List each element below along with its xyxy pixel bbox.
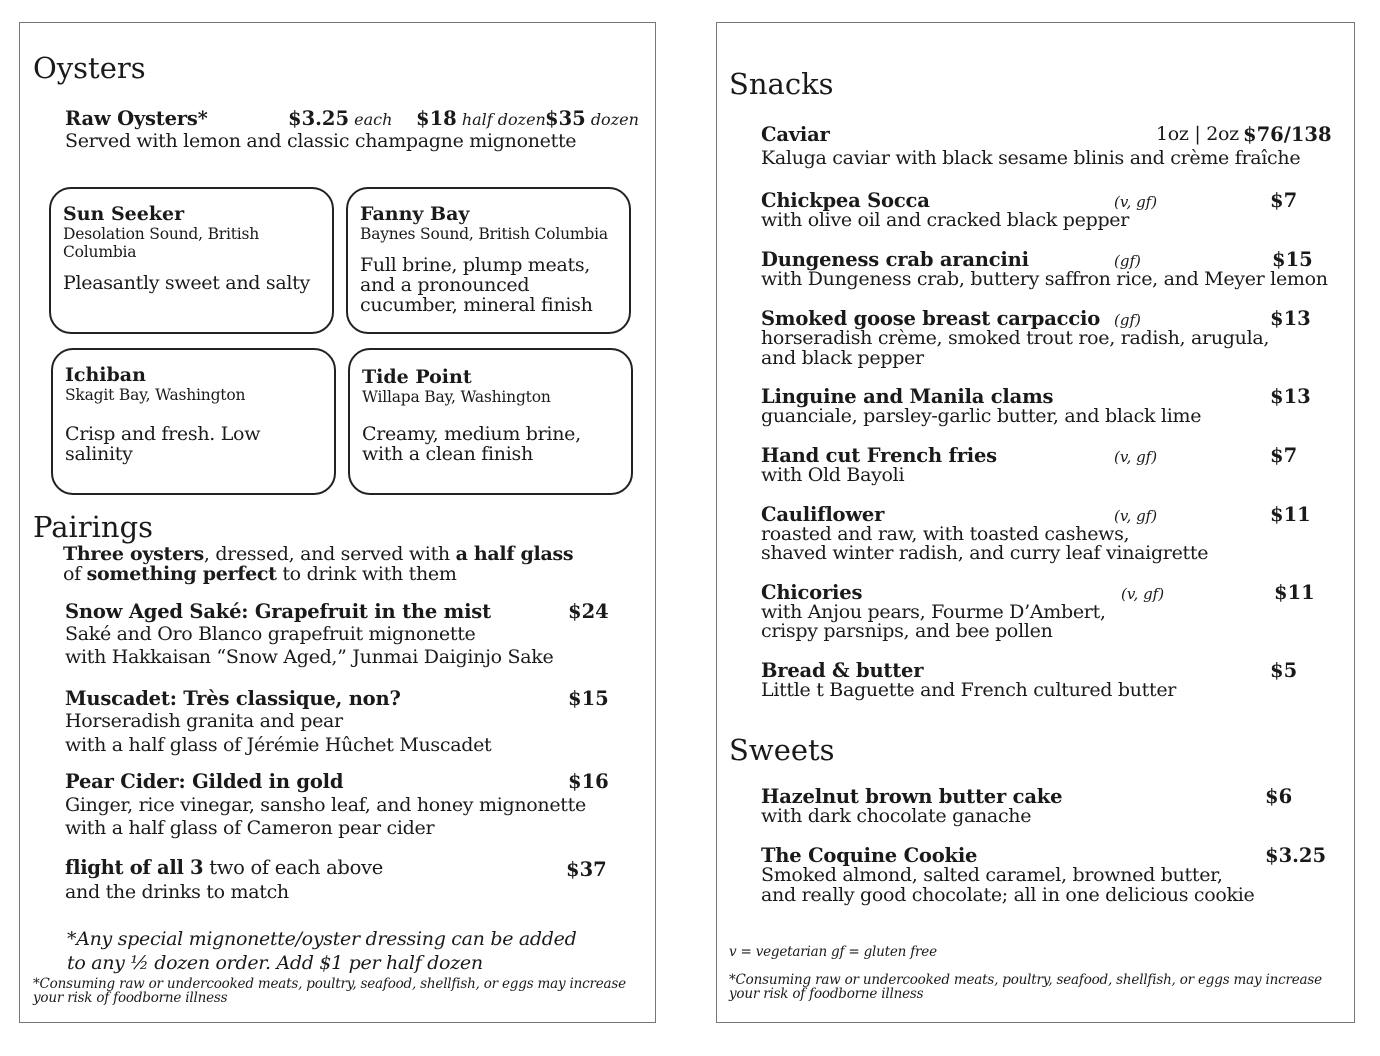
oyster-card-fanny-bay <box>346 187 631 334</box>
oyster-name: Sun Seeker <box>63 203 185 225</box>
snack-description: guanciale, parsley-garlic butter, and black lime <box>761 405 1202 427</box>
disclaimer-line2: your risk of foodborne illness <box>33 990 228 1006</box>
raw-oysters-name: Raw Oysters* <box>65 107 208 130</box>
snack-description: and black pepper <box>761 347 924 369</box>
flight-rest: two of each above <box>203 856 383 879</box>
pairing-drink: with a half glass of Jérémie Hûchet Muscadet <box>65 734 492 756</box>
snack-name: Chickpea Socca <box>761 189 930 212</box>
each-price: $3.25 <box>288 107 350 130</box>
sweet-price: $6 <box>1265 785 1293 808</box>
caviar-description: Kaluga caviar with black sesame blinis and crème fraîche <box>761 147 1301 169</box>
oyster-tasting-note: Full brine, plump meats, and a pronounced cucumber, mineral finish <box>360 254 593 316</box>
diet-tag: (v, gf) <box>1114 507 1158 525</box>
diet-tag: (v, gf) <box>1114 448 1158 466</box>
snack-name: Dungeness crab arancini <box>761 248 1029 271</box>
snack-description: with Anjou pears, Fourme D’Ambert, <box>761 601 1106 623</box>
oyster-card-sun-seeker <box>49 187 334 334</box>
each-label: each <box>354 110 393 129</box>
snack-price: $13 <box>1270 385 1311 408</box>
oyster-tasting-note: Crisp and fresh. Low salinity <box>65 423 261 465</box>
snack-name: Hand cut French fries <box>761 444 997 467</box>
pairing-description: Ginger, rice vinegar, sansho leaf, and honey mignonette <box>65 794 586 816</box>
snack-price: $15 <box>1272 248 1313 271</box>
oyster-location: Willapa Bay, Washington <box>362 388 551 406</box>
snack-description: roasted and raw, with toasted cashews, <box>761 523 1130 545</box>
pairing-name: Pear Cider: Gilded in gold <box>65 770 344 793</box>
raw-oysters-each-price <box>288 107 392 130</box>
oyster-name: Ichiban <box>65 364 146 386</box>
diet-tag: (gf) <box>1114 311 1141 329</box>
special-note-line2: to any ½ dozen order. Add $1 per half dozen <box>67 952 483 974</box>
snack-price: $13 <box>1270 307 1311 330</box>
half-dozen-label: half dozen <box>461 110 546 129</box>
snack-price: $11 <box>1274 581 1315 604</box>
caviar-name: Caviar <box>761 123 830 146</box>
sweet-price: $3.25 <box>1265 844 1327 867</box>
disclaimer-line2: your risk of foodborne illness <box>729 986 924 1002</box>
oyster-tasting-note: Creamy, medium brine, with a clean finish <box>362 423 581 465</box>
snack-description: horseradish crème, smoked trout roe, radish, arugula, <box>761 327 1270 349</box>
pairing-price: $15 <box>568 687 609 710</box>
sweet-description: Smoked almond, salted caramel, browned butter, <box>761 864 1223 886</box>
diet-tag: (gf) <box>1114 252 1141 270</box>
pairing-description: Saké and Oro Blanco grapefruit mignonette <box>65 623 476 645</box>
pairing-description: Horseradish granita and pear <box>65 710 343 732</box>
disclaimer-line1: *Consuming raw or undercooked meats, poultry, seafood, shellfish, or eggs may increase <box>33 976 626 992</box>
oyster-name: Tide Point <box>362 366 472 388</box>
raw-oysters-dozen-price <box>545 107 639 130</box>
sweets-heading: Sweets <box>729 733 835 767</box>
flight-name <box>65 858 383 878</box>
pairing-drink: with Hakkaisan “Snow Aged,” Junmai Daiginjo Sake <box>65 646 554 668</box>
oyster-card-ichiban <box>51 348 336 495</box>
right-menu-page <box>716 22 1355 1023</box>
snack-name: Bread & butter <box>761 659 924 682</box>
diet-tag: (v, gf) <box>1121 585 1165 603</box>
snack-description: Little t Baguette and French cultured butter <box>761 679 1177 701</box>
snack-description: crispy parsnips, and bee pollen <box>761 620 1053 642</box>
snack-price: $5 <box>1270 659 1298 682</box>
caviar-price: $76/138 <box>1243 123 1332 146</box>
snack-description: shaved winter radish, and curry leaf vinaigrette <box>761 542 1209 564</box>
oysters-heading: Oysters <box>33 51 146 85</box>
raw-oysters-half-price <box>416 107 546 130</box>
left-menu-page <box>19 22 656 1023</box>
intro-text: to drink with them <box>276 563 457 585</box>
pairings-intro-line2 <box>63 564 457 584</box>
diet-tag: (v, gf) <box>1114 193 1158 211</box>
intro-bold-text: a half glass <box>455 543 574 565</box>
intro-text: , dressed, and served with <box>203 543 456 565</box>
sweet-name: Hazelnut brown butter cake <box>761 785 1063 808</box>
flight-price: $37 <box>566 858 607 881</box>
raw-oysters-description: Served with lemon and classic champagne mignonette <box>65 130 577 152</box>
pairing-name: Muscadet: Très classique, non? <box>65 687 401 710</box>
oyster-location: Baynes Sound, British Columbia <box>360 225 608 243</box>
pairing-price: $16 <box>568 770 609 793</box>
snack-price: $11 <box>1270 503 1311 526</box>
snack-name: Cauliflower <box>761 503 885 526</box>
pairing-name: Snow Aged Saké: Grapefruit in the mist <box>65 600 491 623</box>
sweet-description: and really good chocolate; all in one delicious cookie <box>761 884 1255 906</box>
pairings-intro-line1 <box>63 544 573 564</box>
snacks-heading: Snacks <box>729 67 834 101</box>
oyster-tasting-note: Pleasantly sweet and salty <box>63 272 310 294</box>
oyster-name: Fanny Bay <box>360 203 470 225</box>
pairing-price: $24 <box>568 600 609 623</box>
pairing-drink: with a half glass of Cameron pear cider <box>65 817 435 839</box>
intro-text: of <box>63 563 87 585</box>
half-dozen-price: $18 <box>416 107 457 130</box>
intro-bold-text: Three oysters <box>63 543 204 565</box>
flight-description: and the drinks to match <box>65 881 289 903</box>
dozen-price: $35 <box>545 107 586 130</box>
flight-bold: flight of all 3 <box>65 856 204 879</box>
pairings-heading: Pairings <box>33 510 154 544</box>
oyster-location: Desolation Sound, British Columbia <box>63 225 260 261</box>
snack-description: with Old Bayoli <box>761 464 905 486</box>
snack-name: Smoked goose breast carpaccio <box>761 307 1101 330</box>
oyster-card-tide-point <box>348 348 633 495</box>
intro-bold-text: something perfect <box>86 563 277 585</box>
disclaimer-line1: *Consuming raw or undercooked meats, poultry, seafood, shellfish, or eggs may increase <box>729 972 1322 988</box>
sweet-description: with dark chocolate ganache <box>761 805 1032 827</box>
snack-name: Chicories <box>761 581 863 604</box>
snack-price: $7 <box>1270 444 1298 467</box>
snack-price: $7 <box>1270 189 1298 212</box>
diet-legend: v = vegetarian gf = gluten free <box>729 944 937 960</box>
special-note-line1: *Any special mignonette/oyster dressing can be added <box>67 928 577 950</box>
oyster-location: Skagit Bay, Washington <box>65 386 246 404</box>
snack-name: Linguine and Manila clams <box>761 385 1054 408</box>
caviar-sizes: 1oz | 2oz <box>1156 123 1239 145</box>
snack-description: with Dungeness crab, buttery saffron rice, and Meyer lemon <box>761 268 1328 290</box>
snack-description: with olive oil and cracked black pepper <box>761 209 1130 231</box>
sweet-name: The Coquine Cookie <box>761 844 978 867</box>
dozen-label: dozen <box>590 110 639 129</box>
